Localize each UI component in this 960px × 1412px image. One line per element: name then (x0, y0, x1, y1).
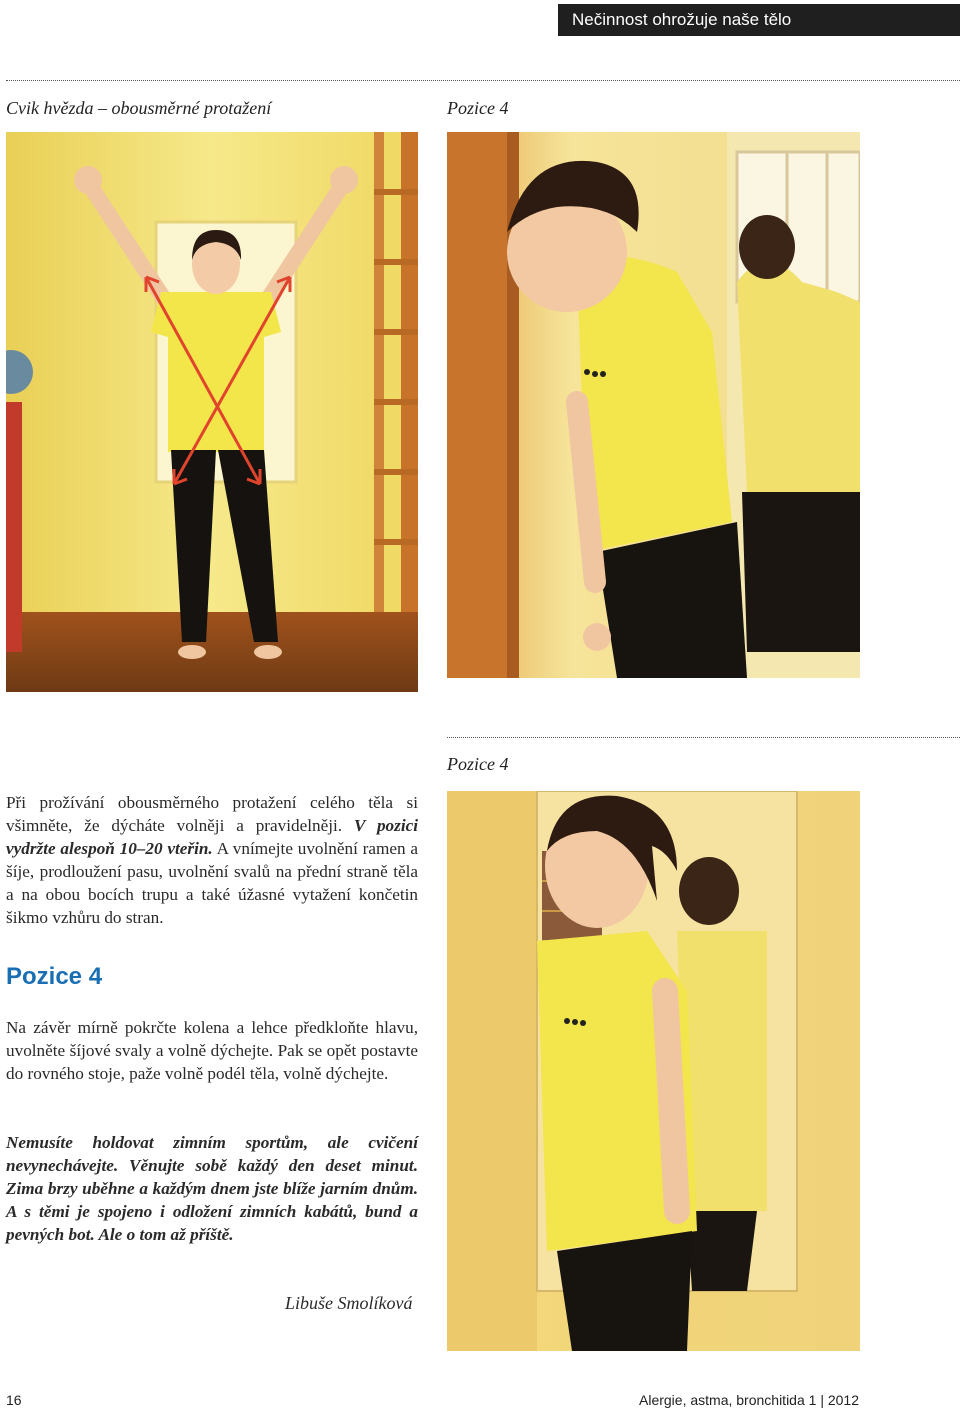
intro-emphasis: V pozici vydržte alespoň 10–20 vteřin. (6, 816, 419, 858)
intro-text-part1: Při prožívání obousměrného protažení celého těla si všimněte, že dýcháte volněji a pravidelněji. (6, 793, 418, 835)
section-paragraph: Na závěr mírně pokrčte kolena a lehce předkloňte hlavu, uvolněte šíjové svaly a volně dýchejte. Pak se opět postavte do rovného stoje, paže volně podél těla, volně dýchejte. (6, 1018, 418, 1083)
position-caption-top: Pozice 4 (447, 98, 509, 118)
position-caption-bottom: Pozice 4 (447, 754, 509, 774)
running-header: Nečinnost ohrožuje naše tělo (558, 4, 960, 36)
intro-paragraph (6, 791, 418, 929)
photo-position-4-bend (447, 132, 860, 678)
closing-paragraph: Nemusíte holdovat zimním sportům, ale cvičení nevynechávejte. Věnujte sobě každý den deset minut. Zima brzy uběhne a každým dnem jste blíže jarním dnům. A s těmi je spojeno i odložení zimních kabátů, bund a pevných bot. Ale o tom až příště. (6, 1133, 418, 1244)
exercise-caption: Cvik hvězda – obousměrné protažení (6, 98, 272, 118)
right-divider (447, 737, 960, 738)
author-name: Libuše Smolíková (285, 1293, 413, 1313)
top-divider (6, 80, 960, 81)
photo-star-stretch (6, 132, 418, 692)
publication-footer: Alergie, astma, bronchitida 1 | 2012 (639, 1392, 859, 1408)
photo-position-4-upright (447, 791, 860, 1351)
section-heading: Pozice 4 (6, 963, 103, 990)
page-number: 16 (6, 1392, 22, 1408)
intro-text-part2: A vnímejte uvolnění ramen a šíje, prodloužení pasu, uvolnění svalů na přední straně těla a na obou bocích trupu a také úžasné vytažení končetin šikmo vzhůru do stran. (6, 839, 419, 927)
